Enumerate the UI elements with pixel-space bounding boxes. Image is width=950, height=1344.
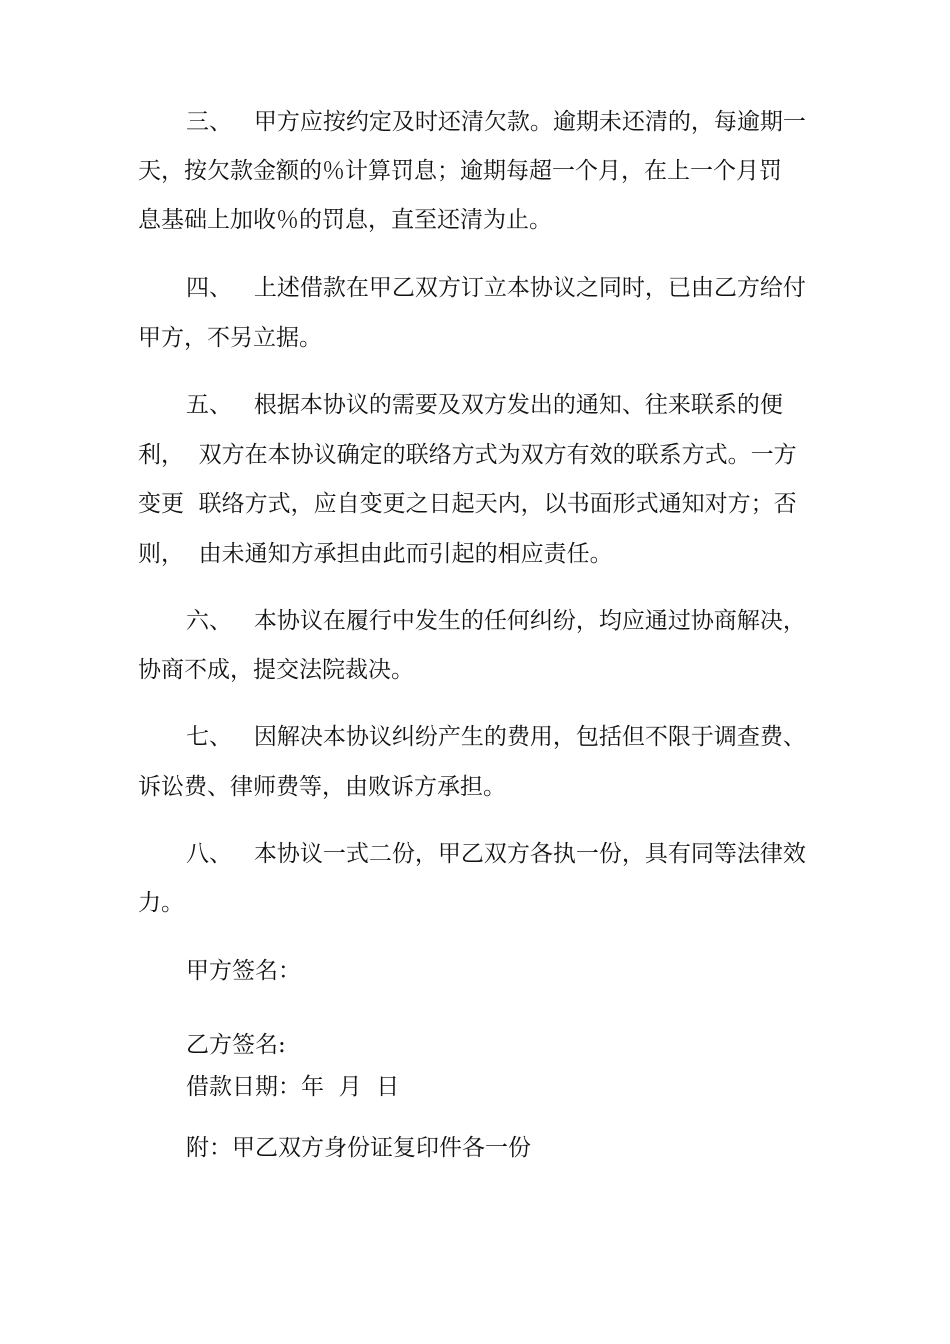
clause-8-line-2: 力。 — [138, 890, 184, 916]
clause-7-line-1: 七、 因解决本协议纠纷产生的费用，包括但不限于调查费、 — [186, 724, 806, 750]
loan-date: 借款日期：年 月 日 — [186, 1074, 400, 1100]
clause-5-line-4: 则， 由未通知方承担由此而引起的相应责任。 — [138, 541, 613, 567]
clause-5-line-3: 变更 联络方式，应自变更之日起天内，以书面形式通知对方；否 — [138, 491, 797, 517]
attachment-note: 附：甲乙双方身份证复印件各一份 — [186, 1135, 531, 1161]
clause-7-line-2: 诉讼费、律师费等，由败诉方承担。 — [138, 774, 506, 800]
clause-4-line-1: 四、 上述借款在甲乙双方订立本协议之同时，已由乙方给付 — [186, 275, 806, 301]
clause-5-line-1: 五、 根据本协议的需要及双方发出的通知、往来联系的便 — [186, 392, 783, 418]
clause-4-line-2: 甲方，不另立据。 — [138, 325, 322, 351]
clause-3-line-1: 三、 甲方应按约定及时还清欠款。逾期未还清的，每逾期一 — [186, 109, 806, 135]
clause-5-line-2: 利， 双方在本协议确定的联络方式为双方有效的联系方式。一方 — [138, 442, 797, 468]
clause-6-line-2: 协商不成，提交法院裁决。 — [138, 657, 414, 683]
signature-party-b: 乙方签名: — [186, 1032, 286, 1058]
clause-6-line-1: 六、 本协议在履行中发生的任何纠纷，均应通过协商解决， — [186, 608, 806, 634]
clause-3-line-3: 息基础上加收％的罚息，直至还清为止。 — [138, 207, 552, 233]
signature-party-a: 甲方签名： — [186, 958, 301, 984]
clause-8-line-1: 八、 本协议一式二份，甲乙双方各执一份，具有同等法律效 — [186, 841, 806, 867]
clause-3-line-2: 天，按欠款金额的％计算罚息；逾期每超一个月，在上一个月罚 — [138, 158, 782, 184]
